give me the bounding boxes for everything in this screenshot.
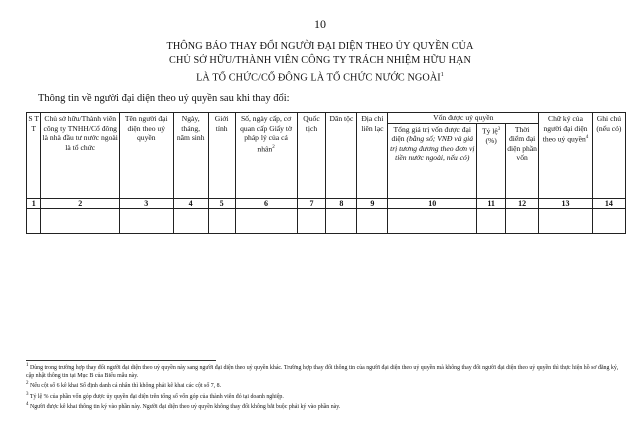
column-number: 3 xyxy=(119,198,173,209)
header-time: Thời điểm đại diện phần vốn xyxy=(506,123,539,198)
table-row xyxy=(27,209,626,234)
column-number: 14 xyxy=(592,198,625,209)
table-cell[interactable] xyxy=(208,209,235,234)
heading-line-3: LÀ TỔ CHỨC/CỔ ĐÔNG LÀ TỔ CHỨC NƯỚC NGOÀI$^1$ xyxy=(196,72,444,84)
table-cell[interactable] xyxy=(539,209,593,234)
header-owner: Chủ sở hữu/Thành viên công ty TNHH/Cổ đông là nhà đầu tư nước ngoài là tổ chức xyxy=(41,113,119,199)
table-cell[interactable] xyxy=(297,209,326,234)
footnotes xyxy=(26,362,626,411)
header-nationality: Quốc tịch xyxy=(297,113,326,199)
page-number: 10 xyxy=(314,17,326,31)
table-cell[interactable] xyxy=(592,209,625,234)
header-id-document: Số, ngày cấp, cơ quan cấp Giấy tờ pháp lý của cá nhân$^2$ xyxy=(235,113,297,199)
column-number: 13 xyxy=(539,198,593,209)
column-number: 11 xyxy=(477,198,506,209)
column-number: 6 xyxy=(235,198,297,209)
footnote-2: $^2$ Nếu cột số 6 kê khai Số định danh cá nhân thì không phải kê khai các cột số 7, 8. xyxy=(26,381,222,390)
header-authorized-capital: Vốn được uỷ quyền xyxy=(388,113,539,124)
table-cell[interactable] xyxy=(27,209,41,234)
footnote-divider xyxy=(26,360,216,361)
column-number: 7 xyxy=(297,198,326,209)
footnote-1: $^1$ Dùng trong trường hợp thay đổi người đại diện theo uỷ quyền này sang người đại diện theo uỷ quyền khác. Trường hợp thay đổi thông tin của người đại diện theo uỷ quyền mà không thay đổi người đại diện theo uỷ quyền thì thực hiện hồ sơ đăng ký, cập nhật thông tin tại Mục B của Biểu mẫu này. xyxy=(26,363,619,380)
header-ratio: Tỷ lệ$^3$ (%) xyxy=(477,123,506,198)
header-contact-address: Địa chỉ liên lạc xyxy=(357,113,388,199)
header-sex: Giới tính xyxy=(208,113,235,199)
intro-text: Thông tin về người đại diện theo uỷ quyền sau khi thay đổi: xyxy=(38,93,290,104)
header-signature: Chữ ký của người đại diện theo uỷ quyền$^4$ xyxy=(539,113,593,199)
header-date-of-birth: Ngày, tháng, năm sinh xyxy=(173,113,208,199)
heading-line-1: THÔNG BÁO THAY ĐỔI NGƯỜI ĐẠI DIỆN THEO ỦY QUYỀN CỦA xyxy=(166,41,474,52)
table-cell[interactable] xyxy=(173,209,208,234)
header-representative-name: Tên người đại diện theo uỷ quyền xyxy=(119,113,173,199)
column-number: 12 xyxy=(506,198,539,209)
column-number: 5 xyxy=(208,198,235,209)
table-cell[interactable] xyxy=(477,209,506,234)
table-header-row-1 xyxy=(27,113,626,124)
representative-table xyxy=(26,112,626,234)
table-cell[interactable] xyxy=(41,209,119,234)
column-number: 10 xyxy=(388,198,477,209)
table-cell[interactable] xyxy=(119,209,173,234)
footnote-ref-1: 1 xyxy=(440,72,444,78)
table-cell[interactable] xyxy=(357,209,388,234)
column-number: 1 xyxy=(27,198,41,209)
form-heading xyxy=(0,40,640,85)
heading-line-2: CHỦ SỞ HỮU/THÀNH VIÊN CÔNG TY TRÁCH NHIỆM HỮU HẠN xyxy=(169,55,471,66)
table-cell[interactable] xyxy=(235,209,297,234)
column-number: 4 xyxy=(173,198,208,209)
column-number-row xyxy=(27,198,626,209)
table-cell[interactable] xyxy=(326,209,357,234)
footnote-4: $^4$ Người được kê khai thông tin ký vào phần này. Người đại diện theo uỷ quyền không thay đổi không bắt buộc phải ký vào phần này. xyxy=(26,401,341,410)
table-cell[interactable] xyxy=(388,209,477,234)
footnote-3: $^3$ Tỷ lệ % của phần vốn góp được ủy quyền đại diện trên tổng số vốn góp của thành viên đó tại doanh nghiệp. xyxy=(26,391,284,400)
header-ethnicity: Dân tộc xyxy=(326,113,357,199)
table-cell[interactable] xyxy=(506,209,539,234)
column-number: 2 xyxy=(41,198,119,209)
header-capital-value: Tổng giá trị vốn được đại diện (bằng số; VNĐ và giá trị tương đương theo đơn vị tiền nước ngoài, nếu có) xyxy=(388,123,477,198)
header-notes: Ghi chú (nếu có) xyxy=(592,113,625,199)
column-number: 9 xyxy=(357,198,388,209)
column-number: 8 xyxy=(326,198,357,209)
header-stt: S T T xyxy=(27,113,41,199)
